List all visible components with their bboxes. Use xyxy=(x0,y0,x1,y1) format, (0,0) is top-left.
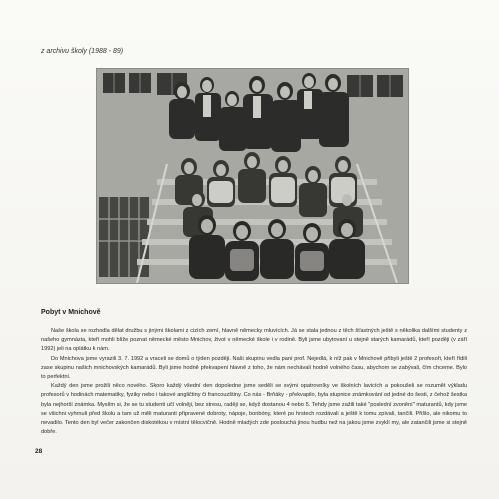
section-title: Pobyt v Mnichově xyxy=(41,309,101,316)
paragraph: Naše škola se rozhodla dělat družbu s jinými školami z cizích zemí, hlavně německy mluvících. Já se stala jednou z těch šťastných ještě s několika dalšími studenty z našeho gymnázia, kteří mohli blíže poznat německé město Mnichov, život v německé škole i v rodině. Byli jsme ubytovaní u stejně starých kamarádů, kteří později (v září 1992) jeli na oplátku k nám. xyxy=(41,328,467,353)
article-body xyxy=(41,327,467,437)
page-number: 28 xyxy=(35,448,43,455)
group-photo xyxy=(97,69,408,283)
paragraph: Každý den jsme prožili něco nového. Skoro každý všední den dopoledne jsme seděli se svými opatrovníky ve školních lavicích a pokoušeli se rozumět výkladu profesorů v hodinách matematiky, fyziky nebo i takové angličtiny či francouzštiny. Co nás - Brňáky - překvapilo, byla stupnice známkování od jedné do šesti, z čehož šestka byla nejhorší známka. Myslím si, že se tu studenti učí volněji, bez stresu, raději se, když dostanou 4 nebo 5. Tehdy jsme zažili také "poslední zvonění" maturantů, kdy jsme se všichni vyhrnuli před školu a tam už měli maturanti připravené dobroty, nápoje, bonbóny, které po hrstech rozdávali a ještě k tomu zpívali, tančili. Přišlo, ale nikomu to nevadilo. Tento den byl večer zakončen diskotékou v místní tělocvičně. Hodně mladých zde poslouchá jinou hudbu než na jakou jsme zvyklí my, ale zatančili jsme si stejně dobře. xyxy=(41,383,467,436)
paragraph: Do Mnichova jsme vyrazili 3. 7. 1992 a vraceli se domů o týden později. Naši skupinu vedla paní prof. Nejedlá, k níž pak v Mnichově přibyli ještě 2 profesoři, kteří řídili zase skupinu našich mnichovských kamarádů. Byli jsme hodně překvapeni hlavně z toho, že nám nechávali hodně volného času, abychom se zabývali, čím chceme. Bylo to perfektní. xyxy=(41,355,467,381)
photo-caption: z archivu školy (1988 - 89) xyxy=(41,48,124,55)
group-photo-illustration xyxy=(97,69,408,283)
